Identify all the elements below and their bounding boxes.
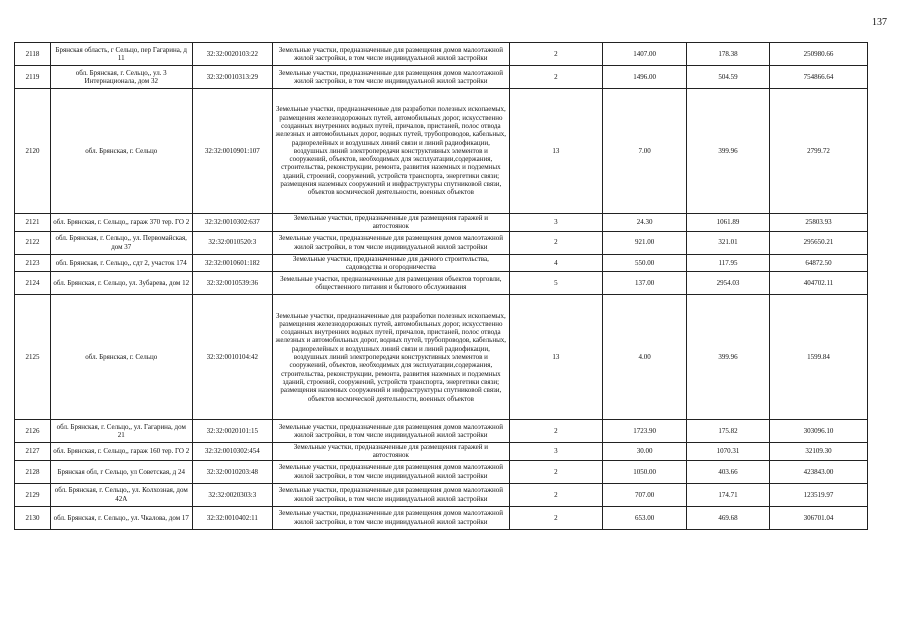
category-cell: 4 [509, 254, 603, 272]
cadastral-number-cell: 32:32:0010313:29 [192, 66, 273, 89]
address-cell: Брянская обл, г Сельцо, ул Советская, д 24 [50, 460, 192, 483]
cadastral-number-cell: 32:32:0020103:22 [192, 43, 273, 66]
cadastral-number-cell: 32:32:0010601:182 [192, 254, 273, 272]
unit-value-cell: 399.96 [687, 295, 770, 420]
address-cell: обл. Брянская, г. Сельцо,, ул. Первомайская, дом 37 [50, 231, 192, 254]
category-cell: 13 [509, 89, 603, 214]
address-cell: обл. Брянская, г. Сельцо, ул. Зубарева, дом 12 [50, 272, 192, 295]
address-cell: обл. Брянская, г. Сельцо,, ул. Гагарина, дом 21 [50, 420, 192, 443]
category-cell: 3 [509, 214, 603, 232]
row-number-cell: 2123 [15, 254, 51, 272]
row-number-cell: 2128 [15, 460, 51, 483]
category-cell: 2 [509, 43, 603, 66]
address-cell: обл. Брянская, г. Сельцо,, гараж 370 тер. ГО 2 [50, 214, 192, 232]
row-number-cell: 2121 [15, 214, 51, 232]
cadastral-number-cell: 32:32:0010302:637 [192, 214, 273, 232]
address-cell: обл. Брянская, г. Сельцо,, ул. Колхозная, дом 42А [50, 483, 192, 506]
cadastral-value-cell: 404702.11 [769, 272, 867, 295]
address-cell: обл. Брянская, г. Сельцо,, ул. 3 Интернационала, дом 32 [50, 66, 192, 89]
land-use-cell: Земельные участки, предназначенные для размещения домов малоэтажной жилой застройки, в том числе индивидуальной жилой застройки [273, 483, 509, 506]
cadastral-number-cell: 32:32:0020101:15 [192, 420, 273, 443]
area-cell: 550.00 [603, 254, 687, 272]
land-use-cell: Земельные участки, предназначенные для размещения домов малоэтажной жилой застройки, в том числе индивидуальной жилой застройки [273, 66, 509, 89]
cadastral-number-cell: 32:32:0010402:11 [192, 506, 273, 529]
table-row [15, 443, 868, 461]
table-row [15, 295, 868, 420]
land-registry-table [14, 42, 868, 530]
cadastral-number-cell: 32:32:0010104:42 [192, 295, 273, 420]
unit-value-cell: 1061.89 [687, 214, 770, 232]
category-cell: 2 [509, 231, 603, 254]
cadastral-value-cell: 754866.64 [769, 66, 867, 89]
cadastral-number-cell: 32:32:0020303:3 [192, 483, 273, 506]
address-cell: Брянская область, г Сельцо, пер Гагарина, д 11 [50, 43, 192, 66]
land-use-cell: Земельные участки, предназначенные для размещения домов малоэтажной жилой застройки, в том числе индивидуальной жилой застройки [273, 420, 509, 443]
land-use-cell: Земельные участки, предназначенные для размещения домов малоэтажной жилой застройки, в том числе индивидуальной жилой застройки [273, 231, 509, 254]
unit-value-cell: 504.59 [687, 66, 770, 89]
address-cell: обл. Брянская, г. Сельцо,, сдт 2, участок 174 [50, 254, 192, 272]
cadastral-value-cell: 303096.10 [769, 420, 867, 443]
cadastral-value-cell: 32109.30 [769, 443, 867, 461]
area-cell: 30.00 [603, 443, 687, 461]
cadastral-number-cell: 32:32:0010520:3 [192, 231, 273, 254]
row-number-cell: 2130 [15, 506, 51, 529]
cadastral-value-cell: 1599.84 [769, 295, 867, 420]
land-use-cell: Земельные участки, предназначенные для разработки полезных ископаемых, размещения железнодорожных путей, автомобильных дорог, искусственно созданных внутренних водных путей, причалов, пристаней, полос отвода железных и автомобильных дорог, водных путей, трубопроводов, кабельных, радиорелейных и воздушных линий связи и линий радиофикации, воздушных линий электропередачи конструктивных элементов и сооружений, объектов, необходимых для эксплуатации,содержания, строительства, реконструкции, ремонта, развития наземных и подземных зданий, строений, сооружений, устройств транспорта, энергетики связи; размещения наземных сооружений и инфраструктуры спутниковой связи, объектов космической деятельности, военных объектов [273, 89, 509, 214]
area-cell: 707.00 [603, 483, 687, 506]
land-use-cell: Земельные участки, предназначенные для размещения домов малоэтажной жилой застройки, в том числе индивидуальной жилой застройки [273, 506, 509, 529]
unit-value-cell: 175.82 [687, 420, 770, 443]
category-cell: 5 [509, 272, 603, 295]
row-number-cell: 2119 [15, 66, 51, 89]
area-cell: 653.00 [603, 506, 687, 529]
table-body [15, 43, 868, 530]
unit-value-cell: 399.96 [687, 89, 770, 214]
address-cell: обл. Брянская, г. Сельцо [50, 295, 192, 420]
category-cell: 2 [509, 506, 603, 529]
page-number: 137 [872, 17, 887, 28]
row-number-cell: 2126 [15, 420, 51, 443]
unit-value-cell: 2954.03 [687, 272, 770, 295]
table-row [15, 43, 868, 66]
cadastral-number-cell: 32:32:0010539:36 [192, 272, 273, 295]
cadastral-value-cell: 250980.66 [769, 43, 867, 66]
area-cell: 24.30 [603, 214, 687, 232]
land-use-cell: Земельные участки, предназначенные для дачного строительства, садоводства и огородничества [273, 254, 509, 272]
area-cell: 1723.90 [603, 420, 687, 443]
row-number-cell: 2129 [15, 483, 51, 506]
address-cell: обл. Брянская, г. Сельцо,, ул. Чкалова, дом 17 [50, 506, 192, 529]
unit-value-cell: 403.66 [687, 460, 770, 483]
area-cell: 1407.00 [603, 43, 687, 66]
cadastral-value-cell: 64872.50 [769, 254, 867, 272]
cadastral-value-cell: 295650.21 [769, 231, 867, 254]
cadastral-number-cell: 32:32:0010901:107 [192, 89, 273, 214]
row-number-cell: 2118 [15, 43, 51, 66]
category-cell: 2 [509, 420, 603, 443]
category-cell: 3 [509, 443, 603, 461]
cadastral-value-cell: 423843.00 [769, 460, 867, 483]
cadastral-value-cell: 2799.72 [769, 89, 867, 214]
unit-value-cell: 1070.31 [687, 443, 770, 461]
row-number-cell: 2125 [15, 295, 51, 420]
table-row [15, 66, 868, 89]
table-row [15, 506, 868, 529]
row-number-cell: 2120 [15, 89, 51, 214]
area-cell: 137.00 [603, 272, 687, 295]
table-row [15, 420, 868, 443]
land-use-cell: Земельные участки, предназначенные для разработки полезных ископаемых, размещения железнодорожных путей, автомобильных дорог, искусственно созданных внутренних водных путей, причалов, пристаней, полос отвода железных и автомобильных дорог, водных путей, трубопроводов, кабельных, радиорелейных и воздушных линий связи и линий радиофикации, воздушных линий электропередачи конструктивных элементов и сооружений, объектов, необходимых для эксплуатации,содержания, строительства, реконструкции, ремонта, развития наземных и подземных зданий, строений, сооружений, устройств транспорта, энергетики связи; размещения наземных сооружений и инфраструктуры спутниковой связи, объектов космической деятельности, военных объектов [273, 295, 509, 420]
cadastral-value-cell: 123519.97 [769, 483, 867, 506]
table-row [15, 214, 868, 232]
cadastral-number-cell: 32:32:0010203:48 [192, 460, 273, 483]
table-row [15, 254, 868, 272]
row-number-cell: 2127 [15, 443, 51, 461]
category-cell: 2 [509, 483, 603, 506]
area-cell: 7.00 [603, 89, 687, 214]
cadastral-number-cell: 32:32:0010302:454 [192, 443, 273, 461]
cadastral-value-cell: 306701.04 [769, 506, 867, 529]
table-row [15, 89, 868, 214]
unit-value-cell: 117.95 [687, 254, 770, 272]
unit-value-cell: 178.38 [687, 43, 770, 66]
land-use-cell: Земельные участки, предназначенные для размещения домов малоэтажной жилой застройки, в том числе индивидуальной жилой застройки [273, 460, 509, 483]
land-use-cell: Земельные участки, предназначенные для размещения гаражей и автостоянок [273, 214, 509, 232]
address-cell: обл. Брянская, г. Сельцо,, гараж 160 тер. ГО 2 [50, 443, 192, 461]
category-cell: 2 [509, 460, 603, 483]
land-use-cell: Земельные участки, предназначенные для размещения домов малоэтажной жилой застройки, в том числе индивидуальной жилой застройки [273, 43, 509, 66]
area-cell: 921.00 [603, 231, 687, 254]
row-number-cell: 2122 [15, 231, 51, 254]
table-row [15, 272, 868, 295]
address-cell: обл. Брянская, г. Сельцо [50, 89, 192, 214]
row-number-cell: 2124 [15, 272, 51, 295]
category-cell: 2 [509, 66, 603, 89]
unit-value-cell: 469.68 [687, 506, 770, 529]
area-cell: 1050.00 [603, 460, 687, 483]
unit-value-cell: 174.71 [687, 483, 770, 506]
land-use-cell: Земельные участки, предназначенные для размещения объектов торговли, общественного питания и бытового обслуживания [273, 272, 509, 295]
category-cell: 13 [509, 295, 603, 420]
table-row [15, 483, 868, 506]
area-cell: 1496.00 [603, 66, 687, 89]
area-cell: 4.00 [603, 295, 687, 420]
table-row [15, 460, 868, 483]
land-use-cell: Земельные участки, предназначенные для размещения гаражей и автостоянок [273, 443, 509, 461]
unit-value-cell: 321.01 [687, 231, 770, 254]
table-row [15, 231, 868, 254]
cadastral-value-cell: 25803.93 [769, 214, 867, 232]
